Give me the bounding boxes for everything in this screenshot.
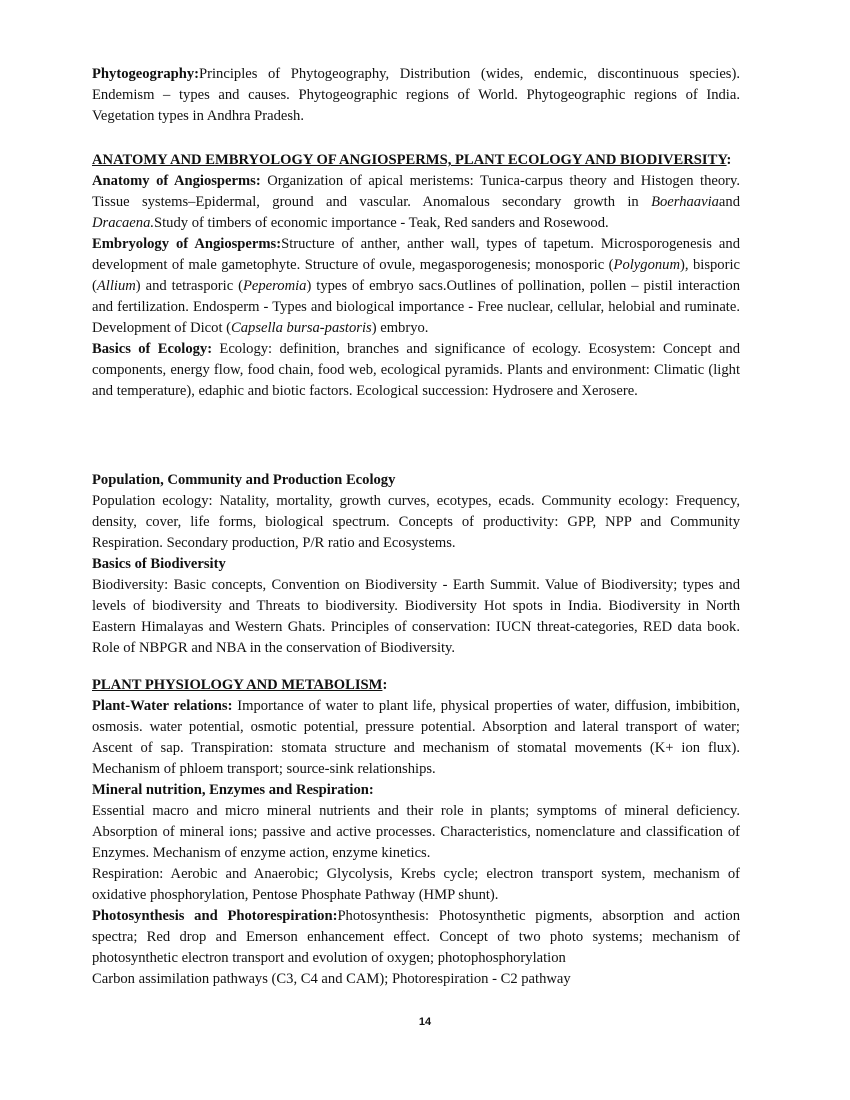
italic-term: Allium [96,278,136,294]
body-text: Biodiversity: Basic concepts, Convention on Biodiversity - Earth Summit. Value of Biodiversity; types and levels of biodiversity and Threats to biodiversity. Biodiversity Hot spots in India. Biodiversity in North Eastern Himalayas and Western Ghats. Principles of conservation: IUCN threat-categories, RED data book. Role of NBPGR and NBA in the conservation of Biodiversity. [92,577,740,656]
section-population-biodiversity [92,470,740,659]
section-plant-physiology [92,675,740,990]
body-text: Carbon assimilation pathways (C3, C4 and CAM); Photorespiration - C2 pathway [92,971,571,987]
body-text: ) and tetrasporic ( [135,278,243,294]
bold-label: Basics of Ecology: [92,341,213,357]
body-text: Study of timbers of economic importance - Teak, Red sanders and Rosewood. [154,215,609,231]
bold-label: : [382,677,388,693]
paragraph [92,575,740,659]
paragraph [92,171,740,234]
body-text: ) types of embryo sacs.Outlines of pollination, pollen – pistil interaction and fertilization. Endosperm - Types and biological importance - Free nuclear, cellular, helobial and ruminate. Development of Dicot ( [92,278,740,336]
body-text: Photosynthesis: Photosynthetic pigments, absorption and action spectra; Red drop and Emerson enhancement effect. Concept of two photo systems; mechanism of photosynthetic electron transport and evolution of oxygen; photophosphorylation [92,908,740,966]
section-phytogeography [92,64,740,127]
paragraph [92,554,740,575]
bold-label: Population, Community and Production Ecology [92,472,396,488]
section-heading [92,675,740,696]
paragraph [92,64,740,127]
page-number: 14 [418,1016,432,1028]
bold-label: Plant-Water relations: [92,698,233,714]
body-text: Essential macro and micro mineral nutrients and their role in plants; symptoms of mineral deficiency. Absorption of mineral ions; passive and active processes. Characteristics, nomenclature and classification of Enzymes. Mechanism of enzyme action, enzyme kinetics. [92,803,740,861]
italic-term: Dracaena. [92,215,155,231]
body-text: Principles of Phytogeography, Distribution (wides, endemic, discontinuous species). Endemism – types and causes. Phytogeographic regions of World. Phytogeographic regions of India. Vegetation types in Andhra Pradesh. [92,66,740,124]
body-text: Structure of anther, anther wall, types of tapetum. Microsporogenesis and development of male gametophyte. Structure of ovule, megasporogenesis; monosporic ( [92,236,741,273]
body-text: Organization of apical meristems: Tunica-carpus theory and Histogen theory. Tissue systems–Epidermal, ground and vascular. Anomalous secondary growth in [92,173,740,210]
heading-text: ANATOMY AND EMBRYOLOGY OF ANGIOSPERMS, PLANT ECOLOGY AND BIODIVERSITY [92,152,727,168]
paragraph [92,801,740,864]
body-text: Population ecology: Natality, mortality, growth curves, ecotypes, ecads. Community ecology: Frequency, density, cover, life forms, biological spectrum. Concepts of productivity: GPP, NPP and Community Respiration. Secondary production, P/R ratio and Ecosystems. [92,493,740,551]
paragraph [92,969,740,990]
bold-label: : [726,152,732,168]
body-text: and [718,194,740,210]
italic-term: Capsella bursa-pastoris [231,320,372,336]
body-text: Importance of water to plant life, physical properties of water, diffusion, imbibition, osmosis. water potential, osmotic potential, pressure potential. Absorption and lateral transport of water; Ascent of sap. Transpiration: stomata structure and mechanism of stomatal movements (K+ ion flux). Mechanism of phloem transport; source-sink relationships. [92,698,740,777]
bold-label: Embryology of Angiosperms: [92,236,282,252]
body-text: Respiration: Aerobic and Anaerobic; Glycolysis, Krebs cycle; electron transport system, mechanism of oxidative phosphorylation, Pentose Phosphate Pathway (HMP shunt). [92,866,740,903]
paragraph [92,864,740,906]
body-text: ) embryo. [371,320,429,336]
body-text: ), bisporic ( [92,257,740,294]
bold-label: Phytogeography: [92,66,200,82]
bold-label: Photosynthesis and Photorespiration: [92,908,338,924]
bold-label: Anatomy of Angiosperms: [92,173,261,189]
paragraph [92,470,740,491]
italic-term: Boerhaavia [651,194,719,210]
paragraph [92,234,740,339]
paragraph [92,696,740,780]
section-heading [92,150,740,171]
italic-term: Peperomia [242,278,307,294]
bold-label: Mineral nutrition, Enzymes and Respiration: [92,782,374,798]
paragraph [92,339,740,402]
italic-term: Polygonum [613,257,681,273]
bold-label: Basics of Biodiversity [92,556,226,572]
paragraph [92,780,740,801]
section-anatomy-embryology-ecology [92,150,740,402]
paragraph [92,906,740,969]
body-text: Ecology: definition, branches and significance of ecology. Ecosystem: Concept and components, energy flow, food chain, food web, ecological pyramids. Plants and environment: Climatic (light and temperature), edaphic and biotic factors. Ecological succession: Hydrosere and Xerosere. [92,341,740,399]
paragraph [92,491,740,554]
heading-text: PLANT PHYSIOLOGY AND METABOLISM [92,677,383,693]
